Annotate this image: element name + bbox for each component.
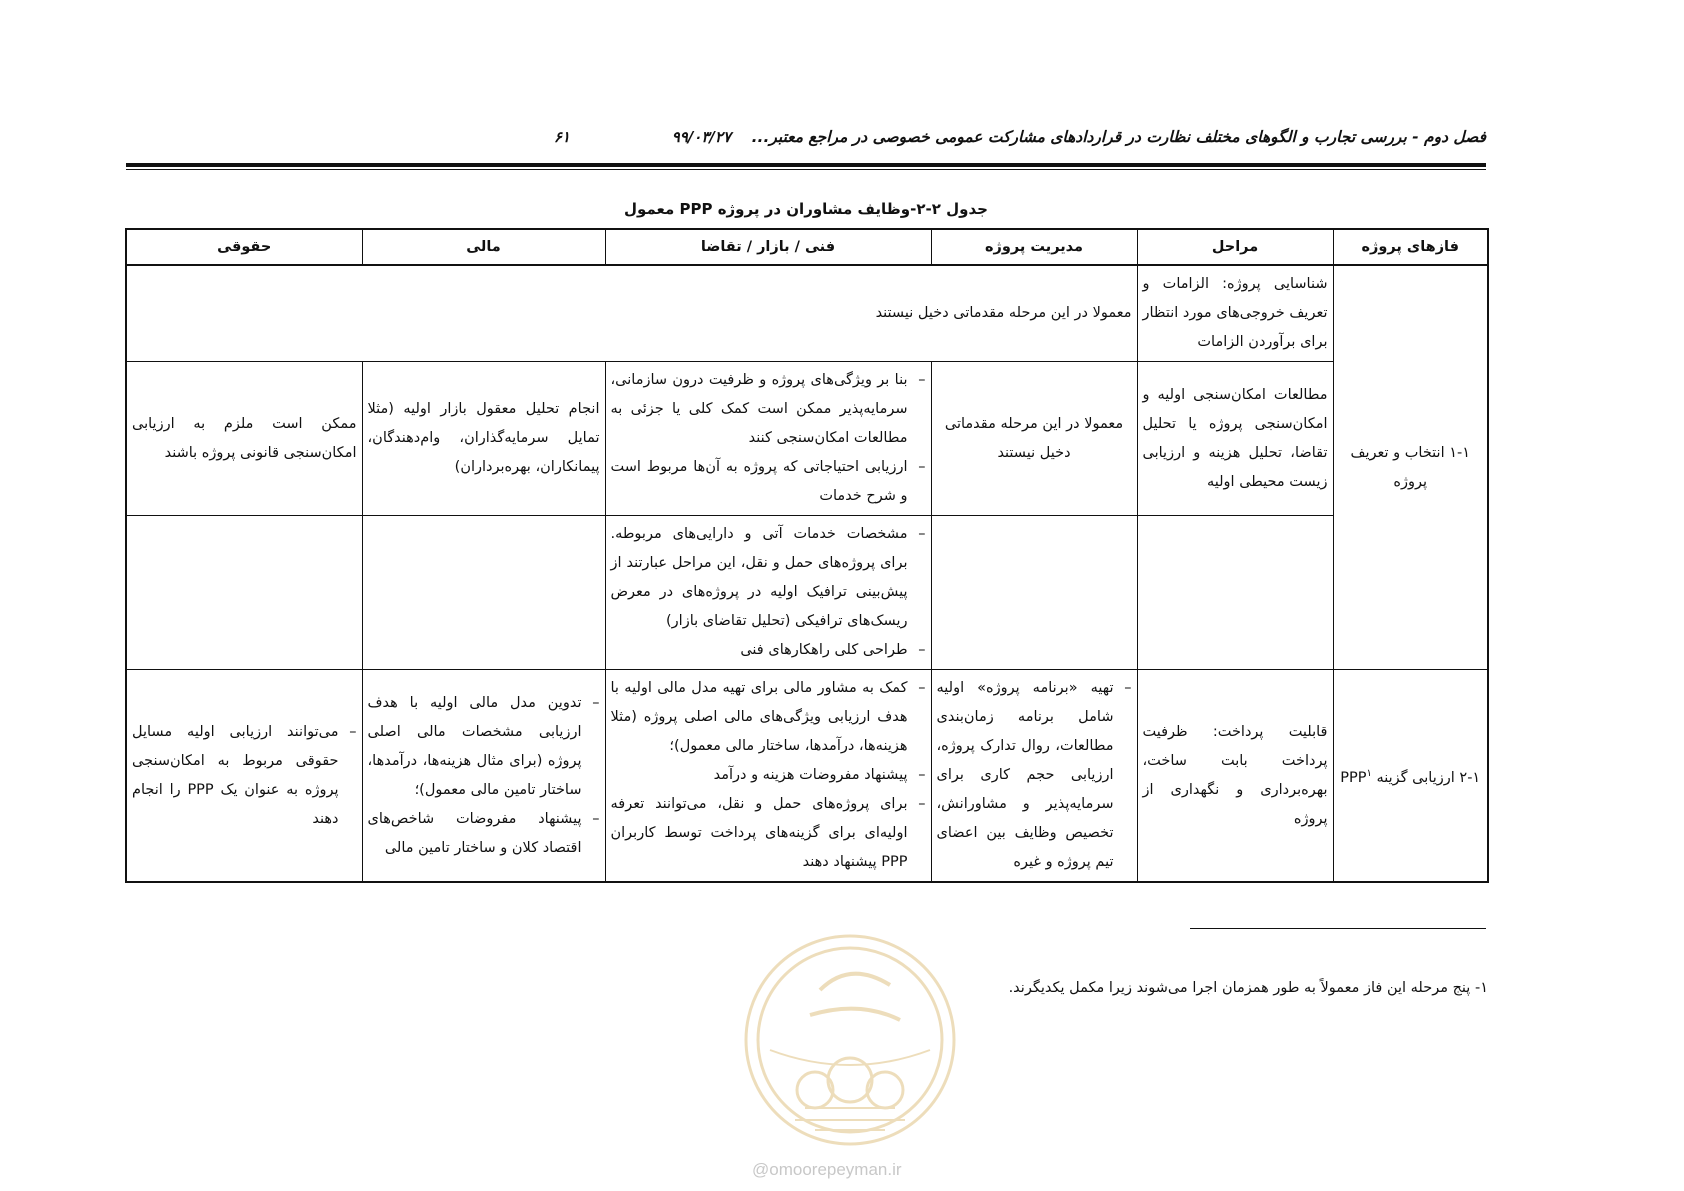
header-date: ۹۹/۰۳/۲۷: [671, 128, 731, 146]
financial-cell: انجام تحلیل معقول بازار اولیه (مثلا تمایل سرمایه‌گذاران، وام‌دهندگان، پیمانکاران، بهره‌برداران): [362, 362, 605, 516]
header-legal: حقوقی: [126, 229, 362, 265]
list-item: – مشخصات خدمات آتی و دارایی‌های مربوطه. برای پروژه‌های حمل و نقل، این مراحل عبارتند از پیش‌بینی ترافیک اولیه در پروژه‌های در معرض ریسک‌های ترافیکی (تحلیل تقاضای بازار): [611, 520, 926, 636]
phase-cell: [1333, 670, 1488, 883]
header-project-management: مدیریت پروژه: [931, 229, 1137, 265]
table-caption: جدول ۲-۲-وظایف مشاوران در پروژه PPP معمول: [624, 200, 988, 218]
stage-cell: قابلیت پرداخت: ظرفیت پرداخت بابت ساخت، بهره‌برداری و نگهداری از پروژه: [1137, 670, 1333, 883]
header-phases: فازهای پروژه: [1333, 229, 1488, 265]
header-financial: مالی: [362, 229, 605, 265]
page-number: ۶۱: [553, 128, 570, 146]
merged-cell: معمولا در این مرحله مقدماتی دخیل نیستند: [126, 265, 1137, 362]
footnote: ۱- پنج مرحله این فاز معمولاً به طور همزمان اجرا می‌شوند زیرا مکمل یکدیگرند.: [1008, 980, 1488, 996]
list-item: – طراحی کلی راهکارهای فنی: [611, 636, 926, 665]
table-row: [126, 362, 1488, 516]
legal-cell: [126, 516, 362, 670]
management-cell: [931, 516, 1137, 670]
table-row: [126, 670, 1488, 883]
stage-cell: شناسایی پروژه: الزامات و تعریف خروجی‌های مورد انتظار برای برآوردن الزامات: [1137, 265, 1333, 362]
footnote-marker: ۱: [1366, 767, 1372, 779]
stage-cell: مطالعات امکان‌سنجی اولیه و امکان‌سنجی پروژه یا تحلیل تقاضا، تحلیل هزینه و ارزیابی زیست محیطی اولیه: [1137, 362, 1333, 516]
technical-cell: [605, 670, 931, 883]
list-item: – می‌توانند ارزیابی اولیه مسایل حقوقی مربوط به امکان‌سنجی پروژه به عنوان یک PPP را انجام دهند: [132, 718, 357, 834]
header-rule-thick: [126, 163, 1486, 167]
list-item: – تدوین مدل مالی اولیه با هدف ارزیابی مشخصات مالی اصلی پروژه (برای مثال هزینه‌ها، درآمدها، ساختار تامین مالی معمول)؛: [368, 689, 600, 805]
list-item: – کمک به مشاور مالی برای تهیه مدل مالی اولیه با هدف ارزیابی ویژگی‌های مالی اصلی پروژه (مثلا هزینه‌ها، درآمدها، ساختار مالی معمول)؛: [611, 674, 926, 761]
legal-cell: ممکن است ملزم به ارزیابی امکان‌سنجی قانونی پروژه باشند: [126, 362, 362, 516]
watermark-handle: @omoorepeyman.ir: [752, 1160, 902, 1179]
list-item: – برای پروژه‌های حمل و نقل، می‌توانند تعرفه اولیه‌ای برای گزینه‌های پرداخت توسط کاربران PPP پیشنهاد دهند: [611, 790, 926, 877]
header-rule-thin: [126, 169, 1486, 170]
technical-cell: [605, 362, 931, 516]
watermark-logo-icon: [740, 930, 960, 1150]
chapter-title: فصل دوم - بررسی تجارب و الگوهای مختلف نظارت در قراردادهای مشارکت عمومی خصوصی در مراجع معتبر...: [751, 128, 1486, 146]
header-technical: فنی / بازار / تقاضا: [605, 229, 931, 265]
list-item: – پیشنهاد مفروضات شاخص‌های اقتصاد کلان و ساختار تامین مالی: [368, 805, 600, 863]
technical-cell: [605, 516, 931, 670]
list-item: – تهیه «برنامه پروژه» اولیه شامل برنامه زمان‌بندی مطالعات، روال تدارک پروژه، ارزیابی حجم کاری برای سرمایه‌پذیر و مشاورانش، تخصیص وظایف بین اعضای تیم پروژه و غیره: [937, 674, 1132, 877]
phase-cell: ۱-۱ انتخاب و تعریف پروژه: [1333, 265, 1488, 670]
header-stages: مراحل: [1137, 229, 1333, 265]
footnote-rule: [1190, 928, 1486, 929]
stage-cell: [1137, 516, 1333, 670]
legal-cell: [126, 670, 362, 883]
phase-label: ۲-۱ ارزیابی گزینه PPP: [1340, 769, 1481, 786]
list-item: – ارزیابی احتیاجاتی که پروژه به آن‌ها مربوط است و شرح خدمات: [611, 453, 926, 511]
list-item: – بنا بر ویژگی‌های پروژه و ظرفیت درون سازمانی، سرمایه‌پذیر ممکن است کمک کلی یا جزئی به مطالعات امکان‌سنجی کنند: [611, 366, 926, 453]
list-item: – پیشنهاد مفروضات هزینه و درآمد: [611, 761, 926, 790]
table-row: [126, 516, 1488, 670]
table-header-row: [126, 229, 1488, 265]
consultant-duties-table: [125, 228, 1489, 883]
table-row: [126, 265, 1488, 362]
financial-cell: [362, 516, 605, 670]
management-cell: [931, 670, 1137, 883]
page-header: [126, 128, 1486, 150]
financial-cell: [362, 670, 605, 883]
management-cell: معمولا در این مرحله مقدماتی دخیل نیستند: [931, 362, 1137, 516]
